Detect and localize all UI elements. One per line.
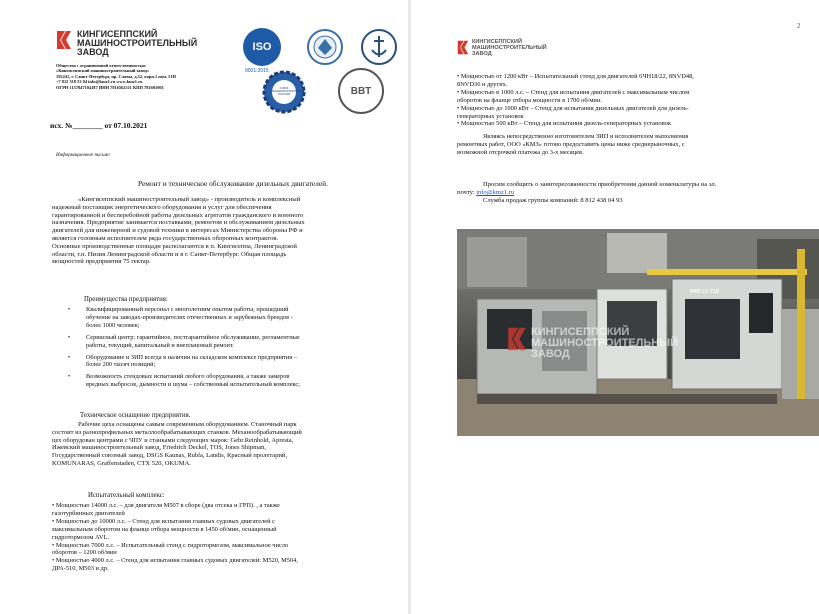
test-line: • Мощностью 4000 л.с. – Стенд для испытания главных судовых двигателей: М520, М504, — [52, 557, 298, 565]
intro-line: «Кингисеппский машиностроительный завод» - производитель и комплексный — [78, 196, 301, 203]
equipment-line: Рабочие цеха оснащены самым современным оборудованием. Станочный парк — [78, 421, 297, 428]
intro-paragraph — [52, 196, 392, 266]
letter-title: Ремонт и техническое обслуживание дизельных двигателей. — [138, 179, 328, 188]
test-complex-heading: Испытательный комплекс: — [88, 492, 165, 499]
sales-contact: Служба продаж группы компаний: 8 812 438 04 93 — [483, 197, 623, 204]
closing-line: возможной отсрочкой платежа до 3-х месяцев. — [457, 148, 584, 156]
watermark-line-1: КИНГИСЕППСКИЙ — [531, 326, 630, 338]
test-line: максимальным оборотом на фланце отбора мощности в 1450 об/мин, оснащенный — [52, 525, 277, 533]
request-line: Просим сообщить о заинтересованности приобретения данной номенклатуры на эл. — [483, 181, 717, 188]
list-item-line: Возможность стендовых испытаний любого оборудования, а также замеров — [86, 373, 290, 381]
equipment-line: KOMUNARAS, Graffenstaden, CTX 520, OKUMA. — [52, 459, 191, 467]
company-details — [56, 63, 256, 90]
iso-badge — [243, 28, 283, 74]
brand-line-2: МАШИНОСТРОИТЕЛЬНЫЙ — [472, 45, 547, 51]
test-line: • Мощностью 500 кВт – Стенд для испытания дизель-генераторных установок — [457, 120, 672, 128]
list-item-line: Сервисный центр: гарантийное, постгарантийное обслуживание, регламентные — [86, 333, 300, 341]
list-item-line: Квалифицированный персонал с многолетним опытом работы, прошедший — [86, 306, 289, 313]
bullet-icon: • — [68, 373, 71, 381]
watermark-line-3: ЗАВОД — [531, 348, 570, 360]
test-line: • Мощностью до 1000 кВт – Стенд для испытания дизельных двигателей для дизель- — [457, 104, 689, 112]
letter-page-1 — [0, 0, 408, 614]
company-detail-line: Общество с ограниченной ответственностью — [56, 63, 146, 68]
document-type: Информационное письмо — [56, 153, 110, 158]
closing-line: Являясь непосредственно изготовителем ЗИП и исполнителем выполнения — [483, 133, 689, 140]
equipment-line: состоит из разнопрофильных металлообрабатывающих станков. Механообрабатывающий — [52, 428, 302, 436]
equipment-line: цех оборудован центрами с ЧПУ и станками следующих марок: Gebr.Reinhold, Apresta, — [52, 436, 294, 444]
email-link[interactable]: info@kmz1.ru — [476, 189, 515, 196]
list-item-line: работы, текущий, капитальный и внеплановый ремонт. — [86, 341, 234, 349]
list-item — [52, 373, 396, 389]
test-complex-continued — [457, 73, 807, 128]
iso-standard: 9001:2015 — [245, 68, 269, 74]
test-line: ДРА-510, М503 и др. — [52, 565, 109, 573]
intro-line: назначения. Предприятие занимается поставками, ремонтом и обслуживанием дизельных — [52, 219, 305, 227]
closing-paragraph — [457, 133, 807, 157]
test-line: гидротормозом AVL. — [52, 533, 109, 541]
outgoing-number: исх. №________ от 07.10.2021 — [50, 121, 148, 130]
list-item-line: более 200 тысяч позиций; — [86, 361, 156, 369]
company-detail-line: ОГРН 1137847104187 ИНН 7816562511 КПП 781601001 — [56, 84, 164, 90]
brand-line-1: КИНГИСЕППСКИЙ — [472, 39, 522, 45]
equipment-paragraph — [52, 421, 396, 468]
company-detail-line: +7 812 318 53 04 info@kmz1.ru www.kmz1.ru — [56, 79, 143, 85]
test-line: газотурбинных двигателей — [52, 509, 125, 517]
list-item — [52, 306, 396, 330]
brand-line-1: КИНГИСЕППСКИЙ — [77, 29, 158, 39]
page-number: 2 — [797, 22, 801, 30]
bullet-icon: • — [68, 333, 71, 341]
list-item-line: обучение на заводах-производителях отечественных и зарубежных брендов - — [86, 313, 293, 321]
request-line: почту: — [457, 189, 475, 196]
intro-line: надежный поставщик энергетического оборудования и услуг для обеспечения — [52, 203, 272, 211]
advantages-heading: Преимущества предприятия: — [84, 296, 168, 303]
intro-line: Основные производственные площади располагаются в п. Кингисеппа, Ленинградской — [52, 242, 297, 250]
machine-label: PRO LY C18 — [690, 289, 719, 295]
certification-seal-icon — [306, 28, 344, 66]
test-line: • Мощностью в 1000 л.с. – Стенд для испытания двигателей с максимальным числом — [457, 88, 690, 96]
request-paragraph — [457, 181, 807, 205]
kmz-logo-icon — [56, 30, 72, 50]
test-line: генераторных установок — [457, 112, 524, 120]
test-line: оборотов на фланце отбора мощности в 1700 об/мин. — [457, 96, 602, 104]
equipment-heading: Техническое оснащение предприятия. — [80, 412, 191, 419]
union-label: СОЮЗ МАШИНОСТРОИТЕЛЕЙ РОССИИ — [272, 86, 304, 97]
intro-line: двигателей для инженерной и судовой техники в интересах Министерства обороны РФ и — [52, 227, 303, 235]
bullet-icon: • — [68, 306, 71, 313]
test-line: оборотов – 1200 об/мин — [52, 549, 117, 557]
kmz-logo-icon — [457, 40, 469, 55]
equipment-line: Государственный союзный завод, DSGS Kaunas, Rubla, Landis, Красный пролетарий, — [52, 452, 288, 460]
iso-logo-icon: ISO — [243, 28, 281, 66]
advantages-list — [52, 306, 396, 389]
intro-line: мощностей предприятия 75 гектар. — [52, 258, 151, 266]
list-item — [52, 354, 396, 370]
test-line: • Мощностью 7000 л.с. – Испытательный стенд с гидротормозом, максимальное число — [52, 541, 289, 549]
bbt-logo-icon: BBT — [338, 68, 384, 114]
equipment-line: Ижевский машиностроительный завод, Friedrich Deckel, TOS, Jones Shipman, — [52, 444, 266, 452]
intro-line: области, г.п. Низия Ленинградской области и в г. Санкт-Петербург. Общая площадь — [52, 250, 287, 258]
test-complex-list — [52, 502, 396, 573]
bullet-icon: • — [68, 353, 71, 361]
test-line: • Мощностью до 10000 л.с. – Стенд для испытания главных судовых двигателей с — [52, 517, 275, 525]
list-item-line: более 1000 человек; — [86, 321, 140, 329]
test-line: 8NVD36 и других. — [457, 80, 508, 88]
workshop-photo — [457, 229, 819, 436]
brand-line-3: ЗАВОД — [472, 51, 492, 57]
letter-page-2 — [411, 0, 819, 614]
brand-line-3: ЗАВОД — [77, 47, 109, 57]
list-item-line: Оборудование и ЗИП всегда в наличии на складском комплексе предприятия – — [86, 353, 297, 361]
company-detail-line: 192241, г. Санкт-Петербург, пр. Славы, д.52, корп.1 пом. 51Н — [56, 73, 176, 79]
list-item — [52, 334, 396, 350]
list-item-line: вредных выбросов, дымности и шума – собственный испытательный комплекс; — [86, 381, 300, 389]
watermark-line-2: МАШИНОСТРОИТЕЛЬНЫЙ — [531, 337, 678, 349]
intro-line: гарантированной и бесперебойной работы дизельных агрегатов гражданского и военного — [52, 211, 304, 219]
test-line: • Мощностью 14000 л.с. – для двигателя М507 в сборе (два отсека и ГРП). , а также — [52, 502, 280, 509]
test-line: • Мощностью от 1200 кВт – Испытательный стенд для двигателей 6ЧН18/22, 8NVD48, — [457, 73, 694, 80]
maritime-register-icon — [360, 28, 398, 66]
intro-line: является головным исполнителем ряда государственных оборонных контрактов. — [52, 234, 279, 242]
watermark-logo-icon — [507, 325, 527, 353]
company-detail-line: «Кингисеппский машиностроительный завод» — [56, 68, 150, 74]
closing-line: ремонтных работ, ООО «КМЗ» готово предоставить цены ниже среднерыночных, с — [457, 140, 685, 148]
brand-line-2: МАШИНОСТРОИТЕЛЬНЫЙ — [77, 38, 198, 48]
